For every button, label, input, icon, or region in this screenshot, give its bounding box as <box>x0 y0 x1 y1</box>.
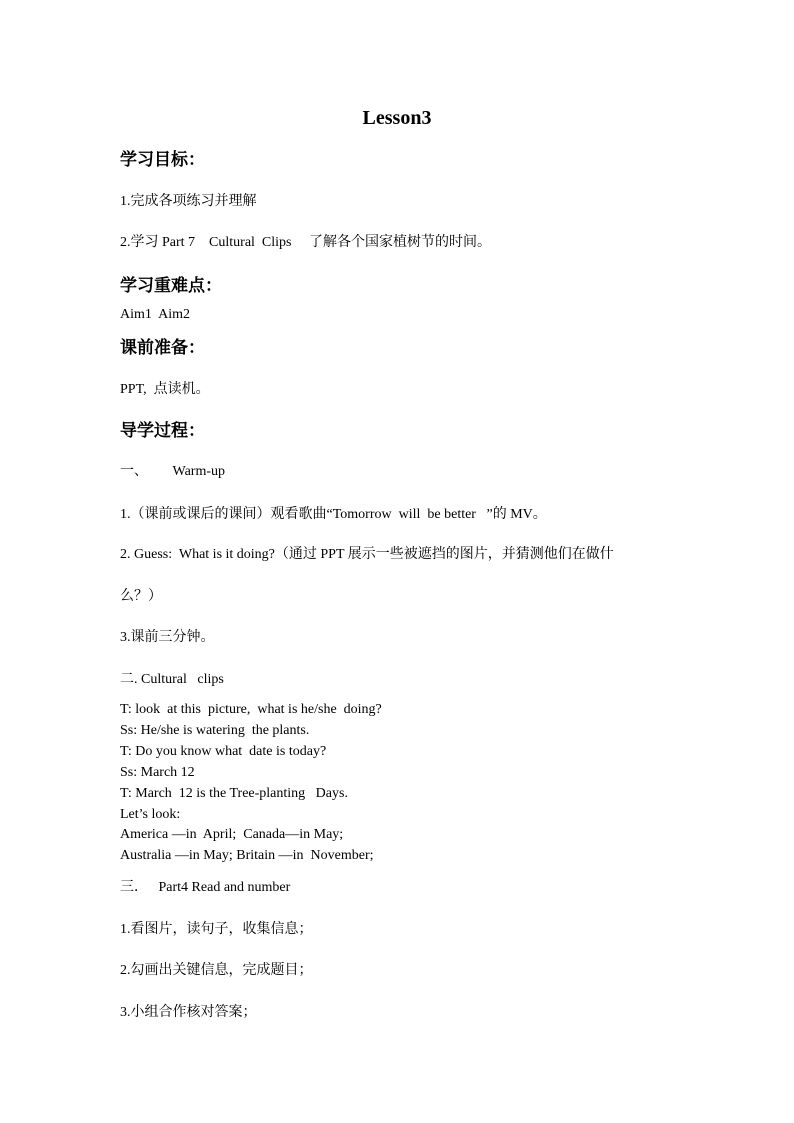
warmup-item-2: 2. Guess: What is it doing?（通过 PPT 展示一些被遮挡的图片，并猜测他们在做什 <box>120 547 614 562</box>
preparation-heading: 课前准备： <box>120 338 205 358</box>
warmup-item-1: 1.（课前或课后的课间）观看歌曲“Tomorrow will be better ”的 MV。 <box>120 507 547 522</box>
dialogue-line: T: Do you know what date is today? <box>120 744 327 759</box>
dialogue-line: America —in April; Canada—in May; <box>120 827 344 842</box>
dialogue-line: Ss: March 12 <box>120 765 195 780</box>
warmup-item-2-continued: 么？） <box>120 589 162 604</box>
keypoints-heading: 学习重难点： <box>120 276 222 296</box>
process-heading: 导学过程： <box>120 421 205 441</box>
warmup-heading: 一、 Warm-up <box>120 464 226 479</box>
dialogue-line: Let’s look: <box>120 807 181 822</box>
keypoints-text: Aim1 Aim2 <box>120 307 191 322</box>
objective-2: 2.学习 Part 7 Cultural Clips 了解各个国家植树节的时间。 <box>120 235 491 250</box>
part4-heading: 三． Part4 Read and number <box>120 880 291 895</box>
preparation-text: PPT, 点读机。 <box>120 382 210 397</box>
dialogue-line: Ss: He/she is watering the plants. <box>120 723 310 738</box>
part4-step-3: 3.小组合作核对答案； <box>120 1005 257 1020</box>
objective-1: 1.完成各项练习并理解 <box>120 194 257 209</box>
dialogue-line: T: March 12 is the Tree-planting Days. <box>120 786 348 801</box>
cultural-clips-heading: 二. Cultural clips <box>120 672 224 687</box>
warmup-item-3: 3.课前三分钟。 <box>120 630 215 645</box>
dialogue-line: Australia —in May; Britain —in November; <box>120 848 374 863</box>
page-title: Lesson3 <box>362 107 432 129</box>
dialogue-line: T: look at this picture, what is he/she doing? <box>120 702 382 717</box>
objectives-heading: 学习目标： <box>120 150 205 170</box>
part4-step-2: 2.勾画出关键信息，完成题目； <box>120 963 313 978</box>
part4-step-1: 1.看图片，读句子，收集信息； <box>120 922 313 937</box>
